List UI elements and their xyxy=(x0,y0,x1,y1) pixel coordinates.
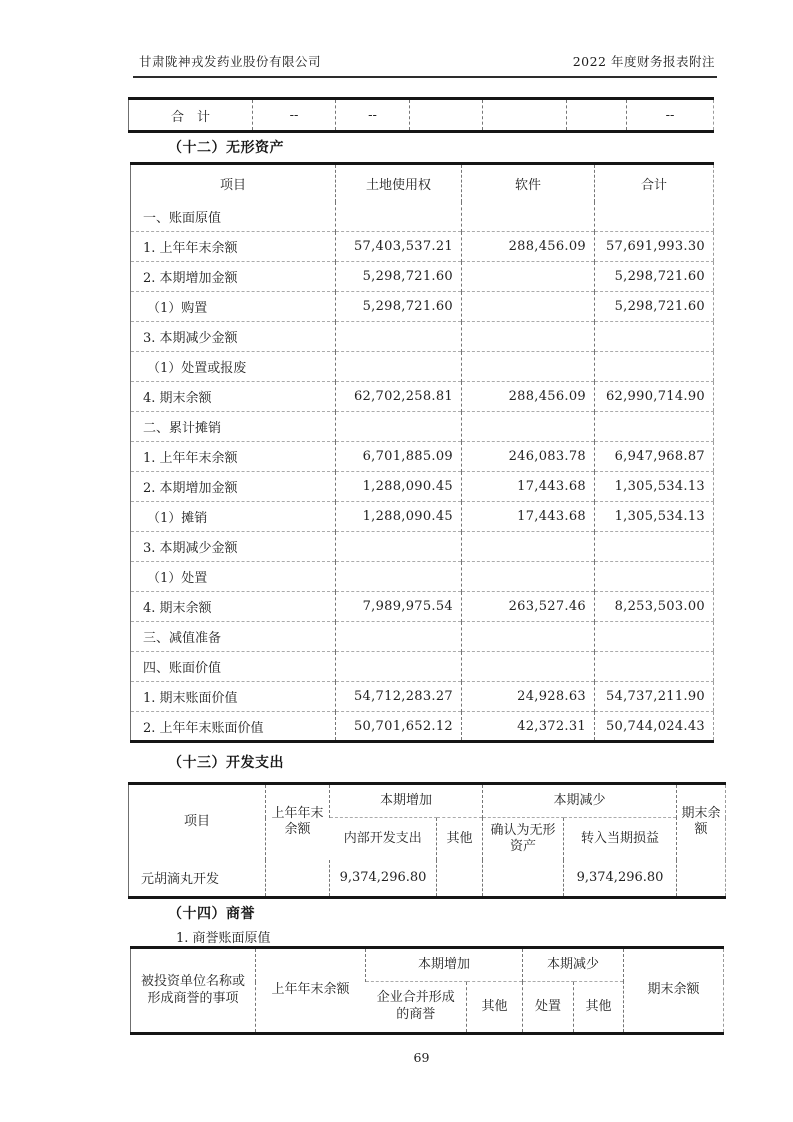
total-value: 5,298,721.60 xyxy=(595,262,714,292)
column-header-item: 项目 xyxy=(183,814,210,830)
table-row xyxy=(131,412,714,442)
table-row xyxy=(131,682,714,712)
column-header-ending-balance: 期末余额 xyxy=(677,784,726,860)
increase-other-value xyxy=(437,860,483,898)
land-value xyxy=(336,622,462,652)
land-value: 50,701,652.12 xyxy=(336,712,462,742)
total-value xyxy=(595,562,714,592)
row-label: 1. 上年年末余额 xyxy=(131,442,336,472)
total-cell: -- xyxy=(253,99,336,132)
total-value: 1,305,534.13 xyxy=(595,502,714,532)
table-row xyxy=(131,472,714,502)
row-label: 4. 期末余额 xyxy=(131,382,336,412)
total-value: 62,990,714.90 xyxy=(595,382,714,412)
row-label: 3. 本期减少金额 xyxy=(131,322,336,352)
goodwill-table-header xyxy=(131,948,724,1034)
row-label: 三、减值准备 xyxy=(131,622,336,652)
land-value xyxy=(336,322,462,352)
software-value: 17,443.68 xyxy=(462,472,595,502)
column-header-increase: 本期增加 xyxy=(366,948,523,982)
land-value: 54,712,283.27 xyxy=(336,682,462,712)
total-cell: -- xyxy=(627,99,714,132)
total-cell xyxy=(483,99,567,132)
report-title: 2022 年度财务报表附注 xyxy=(572,54,715,69)
total-value: 54,737,211.90 xyxy=(595,682,714,712)
header-row xyxy=(129,784,726,818)
intangible-table-header xyxy=(131,164,714,202)
total-value: 50,744,024.43 xyxy=(595,712,714,742)
total-value: 8,253,503.00 xyxy=(595,592,714,622)
column-header-total: 合计 xyxy=(595,164,714,202)
row-label: 1. 期末账面价值 xyxy=(131,682,336,712)
total-value xyxy=(595,202,714,232)
row-label: 2. 本期增加金额 xyxy=(131,262,336,292)
row-label: 元胡滴丸开发 xyxy=(141,872,220,888)
table-row xyxy=(131,232,714,262)
to-intangible-value xyxy=(483,860,564,898)
development-expenditure-table xyxy=(128,782,726,899)
row-label: 1. 上年年末余额 xyxy=(131,232,336,262)
column-header-increase-other: 其他 xyxy=(467,982,523,1034)
software-value xyxy=(462,292,595,322)
software-value xyxy=(462,202,595,232)
total-value: 5,298,721.60 xyxy=(595,292,714,322)
row-label: 四、账面价值 xyxy=(131,652,336,682)
row-label: （1）处置或报废 xyxy=(131,352,336,382)
table-row xyxy=(131,292,714,322)
software-value: 263,527.46 xyxy=(462,592,595,622)
software-value xyxy=(462,562,595,592)
column-header-to-profit-loss: 转入当期损益 xyxy=(564,818,677,860)
row-label: （1）摊销 xyxy=(131,502,336,532)
table-row xyxy=(131,262,714,292)
intangible-assets-table xyxy=(130,162,714,743)
table-row xyxy=(131,652,714,682)
software-value: 288,456.09 xyxy=(462,382,595,412)
total-value: 6,947,968.87 xyxy=(595,442,714,472)
total-row xyxy=(129,99,714,132)
internal-dev-value: 9,374,296.80 xyxy=(330,860,437,898)
total-cell xyxy=(410,99,483,132)
land-value xyxy=(336,412,462,442)
column-header-investee: 被投资单位名称或形成商誉的事项 xyxy=(140,973,245,1006)
column-header-decrease-other: 其他 xyxy=(574,982,624,1034)
table-row xyxy=(131,502,714,532)
header-row xyxy=(131,164,714,202)
total-value: 1,305,534.13 xyxy=(595,472,714,502)
company-name: 甘肃陇神戎发药业股份有限公司 xyxy=(139,54,322,69)
software-value xyxy=(462,262,595,292)
land-value xyxy=(336,202,462,232)
land-value: 5,298,721.60 xyxy=(336,262,462,292)
row-label: 2. 本期增加金额 xyxy=(131,472,336,502)
software-value: 246,083.78 xyxy=(462,442,595,472)
row-label: 一、账面原值 xyxy=(143,210,222,226)
column-header-decrease: 本期减少 xyxy=(483,784,677,818)
land-value: 5,298,721.60 xyxy=(336,292,462,322)
column-header-increase: 本期增加 xyxy=(330,784,483,818)
total-cell xyxy=(567,99,627,132)
to-profit-loss-value: 9,374,296.80 xyxy=(564,860,677,898)
section-heading-intangible-assets: （十二）无形资产 xyxy=(168,140,284,156)
column-header-item: 项目 xyxy=(219,177,246,193)
total-value xyxy=(595,622,714,652)
table-row xyxy=(131,382,714,412)
software-value: 17,443.68 xyxy=(462,502,595,532)
section-heading-development-expenditure: （十三）开发支出 xyxy=(168,755,284,771)
intangible-table-body xyxy=(131,202,714,742)
ending-balance-value xyxy=(677,860,726,898)
table-row xyxy=(131,352,714,382)
row-label: （1）购置 xyxy=(131,292,336,322)
page-number: 69 xyxy=(413,1050,430,1065)
software-value: 24,928.63 xyxy=(462,682,595,712)
total-cell: -- xyxy=(336,99,410,132)
table-row xyxy=(131,712,714,742)
row-label: 二、累计摊销 xyxy=(131,412,336,442)
land-value: 57,403,537.21 xyxy=(336,232,462,262)
land-value xyxy=(336,532,462,562)
column-header-software: 软件 xyxy=(462,164,595,202)
software-value xyxy=(462,412,595,442)
land-value xyxy=(336,352,462,382)
carryover-total-table xyxy=(128,97,714,133)
column-header-ending-balance: 期末余额 xyxy=(624,948,724,1034)
total-value xyxy=(595,532,714,562)
column-header-decrease: 本期减少 xyxy=(523,948,624,982)
software-value xyxy=(462,322,595,352)
land-value: 1,288,090.45 xyxy=(336,472,462,502)
total-value: 57,691,993.30 xyxy=(595,232,714,262)
column-header-increase-other: 其他 xyxy=(437,818,483,860)
column-header-prior-balance: 上年年末余额 xyxy=(256,948,366,1034)
table-row xyxy=(131,532,714,562)
software-value xyxy=(462,622,595,652)
land-value: 6,701,885.09 xyxy=(336,442,462,472)
table-row xyxy=(131,442,714,472)
prior-balance-value xyxy=(266,860,330,898)
total-value xyxy=(595,412,714,442)
table-row xyxy=(131,622,714,652)
row-label: （1）处置 xyxy=(131,562,336,592)
section-heading-goodwill: （十四）商誉 xyxy=(168,906,255,922)
running-header xyxy=(133,50,717,78)
table-row xyxy=(131,322,714,352)
dev-table-body xyxy=(129,860,726,898)
column-header-internal-dev: 内部开发支出 xyxy=(330,818,437,860)
row-label: 2. 上年年末账面价值 xyxy=(131,712,336,742)
header-row xyxy=(131,948,724,982)
land-value: 7,989,975.54 xyxy=(336,592,462,622)
land-value xyxy=(336,562,462,592)
row-label: 4. 期末余额 xyxy=(131,592,336,622)
software-value: 42,372.31 xyxy=(462,712,595,742)
land-value: 62,702,258.81 xyxy=(336,382,462,412)
software-value: 288,456.09 xyxy=(462,232,595,262)
dev-table-header xyxy=(129,784,726,860)
total-value xyxy=(595,652,714,682)
column-header-prior-balance: 上年年末余额 xyxy=(266,784,330,860)
software-value xyxy=(462,532,595,562)
software-value xyxy=(462,352,595,382)
row-label: 3. 本期减少金额 xyxy=(131,532,336,562)
land-value: 1,288,090.45 xyxy=(336,502,462,532)
column-header-to-intangible: 确认为无形资产 xyxy=(483,818,564,860)
column-header-merger-goodwill: 企业合并形成的商誉 xyxy=(366,982,467,1034)
table-row xyxy=(131,562,714,592)
total-value xyxy=(595,352,714,382)
column-header-disposal: 处置 xyxy=(523,982,574,1034)
goodwill-subheading: 1. 商誉账面原值 xyxy=(176,931,271,946)
table-row xyxy=(131,592,714,622)
table-row xyxy=(129,860,726,898)
goodwill-table xyxy=(130,946,724,1035)
software-value xyxy=(462,652,595,682)
column-header-land: 土地使用权 xyxy=(336,164,462,202)
total-label: 合 计 xyxy=(170,109,210,125)
land-value xyxy=(336,652,462,682)
total-value xyxy=(595,322,714,352)
table-row xyxy=(131,202,714,232)
